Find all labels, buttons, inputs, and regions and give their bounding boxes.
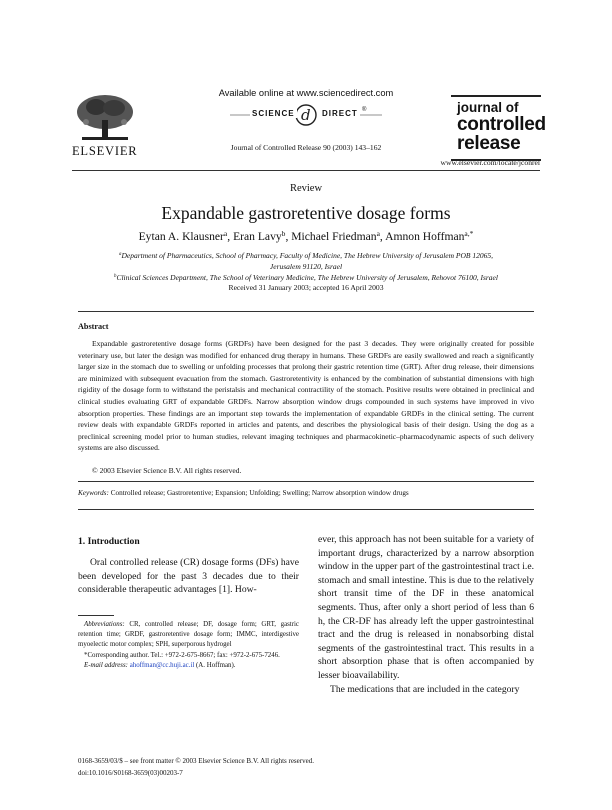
- keywords: [78, 489, 409, 497]
- sd-registered-mark: ®: [362, 107, 367, 113]
- received-dates: Received 31 January 2003; accepted 16 April 2003: [228, 283, 384, 292]
- doi-line[interactable]: doi:10.1016/S0168-3659(03)00203-7: [78, 769, 183, 777]
- footnote-abbreviations: [78, 620, 299, 651]
- footnote-corresponding: *Corresponding author. Tel.: +972-2-675-8667; fax: +972-2-675-7246.: [84, 651, 280, 659]
- author-separator: ,: [285, 230, 292, 243]
- sciencedirect-logo: [226, 103, 386, 127]
- sd-direct-text: DIRECT: [322, 109, 358, 118]
- author-list: [0, 230, 612, 243]
- section-heading-introduction: 1. Introduction: [78, 536, 140, 547]
- journal-citation: Journal of Controlled Release 90 (2003) 143–162: [230, 143, 382, 152]
- footnotes: [78, 620, 299, 671]
- author-affiliation-mark[interactable]: a: [376, 229, 380, 238]
- footnote-email: [78, 661, 299, 671]
- journal-logo-line2: controlled: [457, 114, 546, 135]
- abbreviations-text: CR, controlled release; DF, dosage form; GRT, gastric retention time; GRDF, gastroretentive dosage form; IMMC, interdigestive myoelectic motor complex; SPH, superporous hydrogel: [78, 621, 299, 649]
- author-affiliation-mark[interactable]: b: [281, 229, 286, 238]
- author-affiliation-mark[interactable]: a: [223, 229, 228, 238]
- journal-url-link[interactable]: www.elsevier.com/locate/jconrel: [440, 158, 540, 167]
- affiliation-a-mark: a: [119, 252, 122, 257]
- intro-paragraph-2: The medications that are included in the category: [330, 683, 520, 695]
- abstract-bottom-divider: [78, 481, 534, 482]
- article-type: Review: [289, 183, 323, 194]
- available-online-text: Available online at www.sciencedirect.com: [218, 88, 394, 98]
- author-name: Eran Lavy: [233, 230, 282, 243]
- email-label: E-mail address:: [84, 661, 128, 669]
- abbreviations-label: Abbreviations:: [84, 621, 125, 628]
- affiliation-b-mark: b: [114, 274, 117, 279]
- email-link[interactable]: ahoffman@cc.huji.ac.il: [129, 661, 195, 669]
- abstract-copyright: © 2003 Elsevier Science B.V. All rights reserved.: [92, 466, 242, 475]
- sd-science-text: SCIENCE: [252, 109, 295, 118]
- author-name: Eytan A. Klausner: [138, 230, 224, 243]
- journal-logo-line1: journal of: [457, 100, 519, 115]
- publisher-name: ELSEVIER: [72, 144, 138, 158]
- left-column-text: [78, 556, 299, 597]
- journal-logo-line3: release: [457, 133, 521, 154]
- keywords-text: Controlled release; Gastroretentive; Expansion; Unfolding; Swelling; Narrow absorption window drugs: [110, 489, 409, 497]
- intro-paragraph-1: Oral controlled release (CR) dosage forms (DFs) have been developed for the past 3 decades due to their considerable therapeutic advantages [1]. How-: [78, 557, 299, 596]
- keywords-divider: [78, 509, 534, 510]
- intro-paragraph-1-continued: ever, this approach has not been suitable for a variety of important drugs, characterized by a narrow absorption window in the upper part of the gastrointestinal tract i.e. stomach and small intestine. This is due to the relatively short transit time of the DF in these anatomical segments. Thus, after only a short period of less than 6 h, the CR-DF has already left the upper gastrointestinal tract and the drug is released in nonabsorbing distal segments of the gastrointestinal tract. This results in a short absorption phase that is often accompanied by lesser bioavailability.: [318, 534, 534, 681]
- article-title: Expandable gastroretentive dosage forms: [161, 203, 451, 223]
- author-name: Amnon Hoffman: [385, 230, 465, 243]
- author-affiliation-mark[interactable]: a,*: [464, 229, 474, 238]
- author-name: Michael Friedman: [291, 230, 377, 243]
- affiliation-a: [0, 250, 612, 272]
- affiliation-a-line1: Department of Pharmaceutics, School of Pharmacy, Faculty of Medicine, The Hebrew University of Jerusalem POB 12065,: [121, 251, 493, 260]
- elsevier-tree-logo: [72, 92, 138, 144]
- footnote-divider: [78, 615, 114, 616]
- affiliation-b-text: Clinical Sciences Department, The School of Veterinary Medicine, The Hebrew University of Jerusalem, Rehovot 76100, Israel: [116, 273, 498, 282]
- keywords-label: Keywords:: [78, 489, 109, 497]
- header-divider: [72, 170, 540, 171]
- svg-text:d: d: [301, 106, 311, 124]
- affiliation-a-line2: Jerusalem 91120, Israel: [269, 262, 343, 271]
- affiliation-b: [0, 272, 612, 283]
- email-suffix: (A. Hoffman).: [196, 661, 236, 669]
- abstract-body: [78, 338, 534, 454]
- abstract-top-divider: [78, 311, 534, 312]
- abstract-text: Expandable gastroretentive dosage forms (GRDFs) have been designed for the past 3 decades. They were originally created for possible veterinary use, but later the design was modified for enhanced drug therapy in humans. These GRDFs are easily swallowed and reach a significantly larger size in the stomach due to swelling or unfolding processes that prolong their gastric retention time (GRT). After drug release, their dimensions are minimized with subsequent evacuation from the stomach. Gastroretentivity is enhanced by the combination of substantial dimensions with high rigidity of the dosage form to withstand the peristalsis and mechanical contractility of the stomach. Positive results were obtained in preclinical and clinical studies evaluating GRT of expandable GRDFs. Narrow absorption window drugs compounded in such systems have improved in vivo absorption properties. These findings are an important step towards the implementation of expandable GRDFs in the clinical setting. The current review deals with expandable GRDFs reported in articles and patents, and describes the physiological basis of their design. Using the dog as a preclinical screening model prior to human studies, relevant imaging techniques and pharmacokinetic–pharmacodynamic aspects of such delivery systems are also discussed.: [78, 339, 534, 453]
- abstract-heading: Abstract: [78, 322, 109, 331]
- author-separator: ,: [379, 230, 386, 243]
- issn-line: 0168-3659/03/$ – see front matter © 2003 Elsevier Science B.V. All rights reserved.: [78, 757, 314, 765]
- journal-logo: [451, 95, 546, 161]
- right-column-text: [318, 533, 534, 696]
- author-separator: ,: [227, 230, 234, 243]
